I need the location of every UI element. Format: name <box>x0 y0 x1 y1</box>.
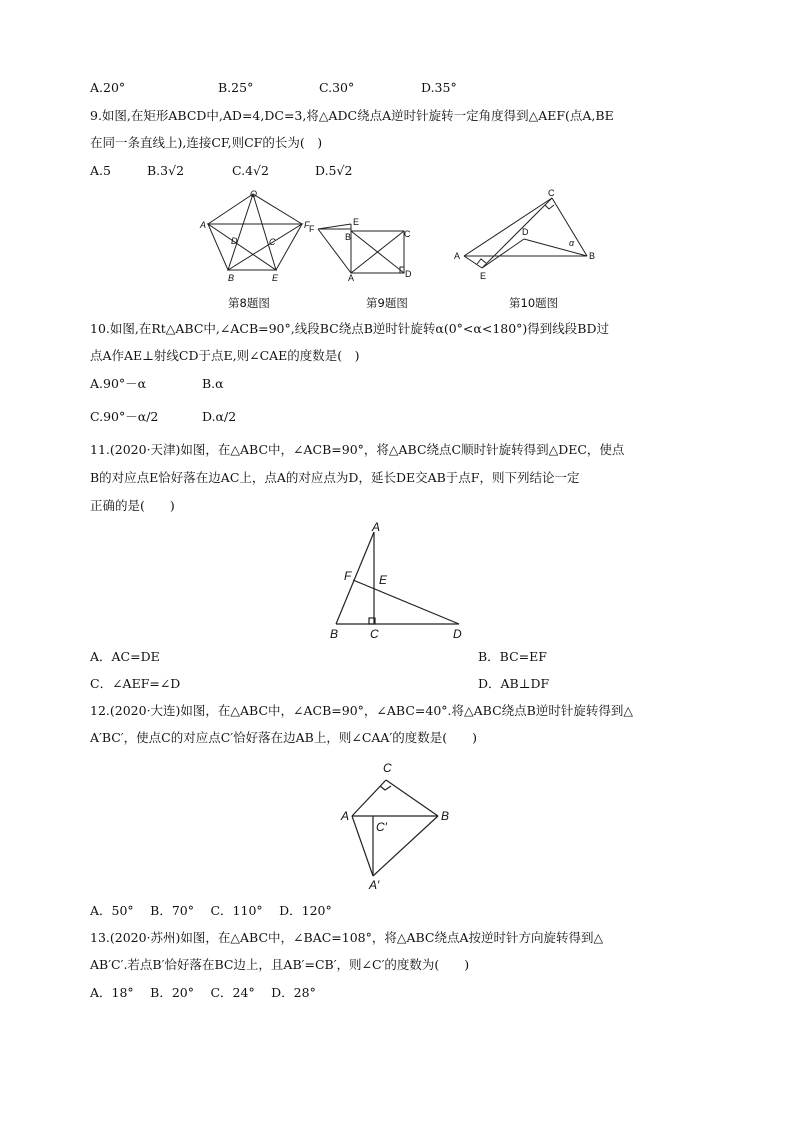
q11-stem-line1: 11.(2020·天津)如图，在△ABC中，∠ACB=90°，将△ABC绕点C顺时针旋转得到△DEC，使点 <box>90 442 625 457</box>
fig9-label-e: E <box>353 217 360 227</box>
fig8-label-a: A <box>200 220 207 230</box>
q11-option-c: C．∠AEF=∠D <box>90 676 181 691</box>
q11-option-a: A．AC=DE <box>90 649 160 664</box>
fig10-label-e: E <box>480 271 487 281</box>
q11-stem-line3: 正确的是( ) <box>90 498 175 513</box>
fig10-label-d: D <box>522 227 529 237</box>
q11-stem-line2: B的对应点E恰好落在边AC上，点A的对应点为D，延长DE交AB于点F，则下列结论一定 <box>90 470 580 485</box>
fig9-label-f: F <box>309 224 315 234</box>
q9-option-a: A.5 <box>90 163 111 178</box>
q12-stem-line2: A′BC′，使点C的对应点C′恰好落在边AB上，则∠CAA′的度数是( ) <box>90 730 478 745</box>
q13-stem-line1: 13.(2020·苏州)如图，在△ABC中，∠BAC=108°，将△ABC绕点A按逆时针方向旋转得到△ <box>90 930 604 945</box>
fig10-label-a: A <box>454 251 461 261</box>
figure-10 <box>452 186 602 281</box>
fig8-label-d: D <box>231 236 238 246</box>
q12-stem-line1: 12.(2020·大连)如图，在△ABC中，∠ACB=90°，∠ABC=40°.将△ABC绕点B逆时针旋转得到△ <box>90 703 633 718</box>
q8-option-c: C.30° <box>319 80 355 95</box>
fig12-label-a-prime: A′ <box>369 878 380 892</box>
fig11-label-a: A <box>372 520 381 534</box>
fig12-label-b: B <box>441 809 450 823</box>
fig8-label-c: C <box>269 237 276 247</box>
q9-option-b: B.3√2 <box>147 163 185 178</box>
q8-option-d: D.35° <box>421 80 457 95</box>
figure-12 <box>338 758 458 893</box>
caption-fig8: 第8题图 <box>228 296 270 310</box>
fig12-label-c-prime: C′ <box>376 820 387 834</box>
q9-option-c: C.4√2 <box>232 163 269 178</box>
fig8-label-b: B <box>228 273 235 283</box>
q11-option-b: B．BC=EF <box>478 649 547 664</box>
q10-option-c: C.90°－α/2 <box>90 409 159 424</box>
fig9-label-b: B <box>345 232 352 242</box>
fig8-label-e: E <box>272 273 279 283</box>
q9-stem-line1: 9.如图,在矩形ABCD中,AD=4,DC=3,将△ADC绕点A逆时针旋转一定角度得到△AEF(点A,BE <box>90 108 614 123</box>
fig10-label-b: B <box>589 251 596 261</box>
q9-stem-line2: 在同一条直线上),连接CF,则CF的长为( ) <box>90 135 323 150</box>
q10-stem-line1: 10.如图,在Rt△ABC中,∠ACB=90°,线段BC绕点B逆时针旋转α(0°<α<180°)得到线段BD过 <box>90 321 610 336</box>
q8-option-a: A.20° <box>90 80 126 95</box>
fig12-label-c: C <box>383 761 392 775</box>
caption-fig9: 第9题图 <box>366 296 408 310</box>
q13-stem-line2: AB′C′.若点B′恰好落在BC边上，且AB′=CB′，则∠C′的度数为( ) <box>90 957 470 972</box>
fig8-label-f: F <box>304 220 310 230</box>
fig9-label-a: A <box>348 273 355 283</box>
q8-option-b: B.25° <box>218 80 254 95</box>
fig10-label-alpha: α <box>569 238 575 248</box>
fig10-label-c: C <box>548 188 555 198</box>
q9-option-d: D.5√2 <box>315 163 353 178</box>
fig11-label-d: D <box>453 627 462 641</box>
q10-option-d: D.α/2 <box>202 409 237 424</box>
figure-11 <box>324 520 474 645</box>
q10-option-a: A.90°－α <box>90 376 147 391</box>
q10-option-b: B.α <box>202 376 224 391</box>
fig12-label-a: A <box>341 809 350 823</box>
q10-stem-line2: 点A作AE⊥射线CD于点E,则∠CAE的度数是( ) <box>90 348 360 363</box>
fig9-label-d: D <box>405 269 412 279</box>
fig11-label-c: C <box>370 627 379 641</box>
q12-options: A．50° B．70° C．110° D．120° <box>90 903 332 918</box>
fig8-label-o: O <box>250 189 258 199</box>
figure-8 <box>196 188 316 283</box>
figure-9 <box>308 190 418 283</box>
q13-options: A．18° B．20° C．24° D．28° <box>90 985 316 1000</box>
fig9-label-c: C <box>404 229 411 239</box>
q11-option-d: D．AB⊥DF <box>478 676 550 691</box>
fig11-label-b: B <box>330 627 339 641</box>
fig11-label-f: F <box>344 569 352 583</box>
fig11-label-e: E <box>379 573 388 587</box>
caption-fig10: 第10题图 <box>509 296 559 310</box>
